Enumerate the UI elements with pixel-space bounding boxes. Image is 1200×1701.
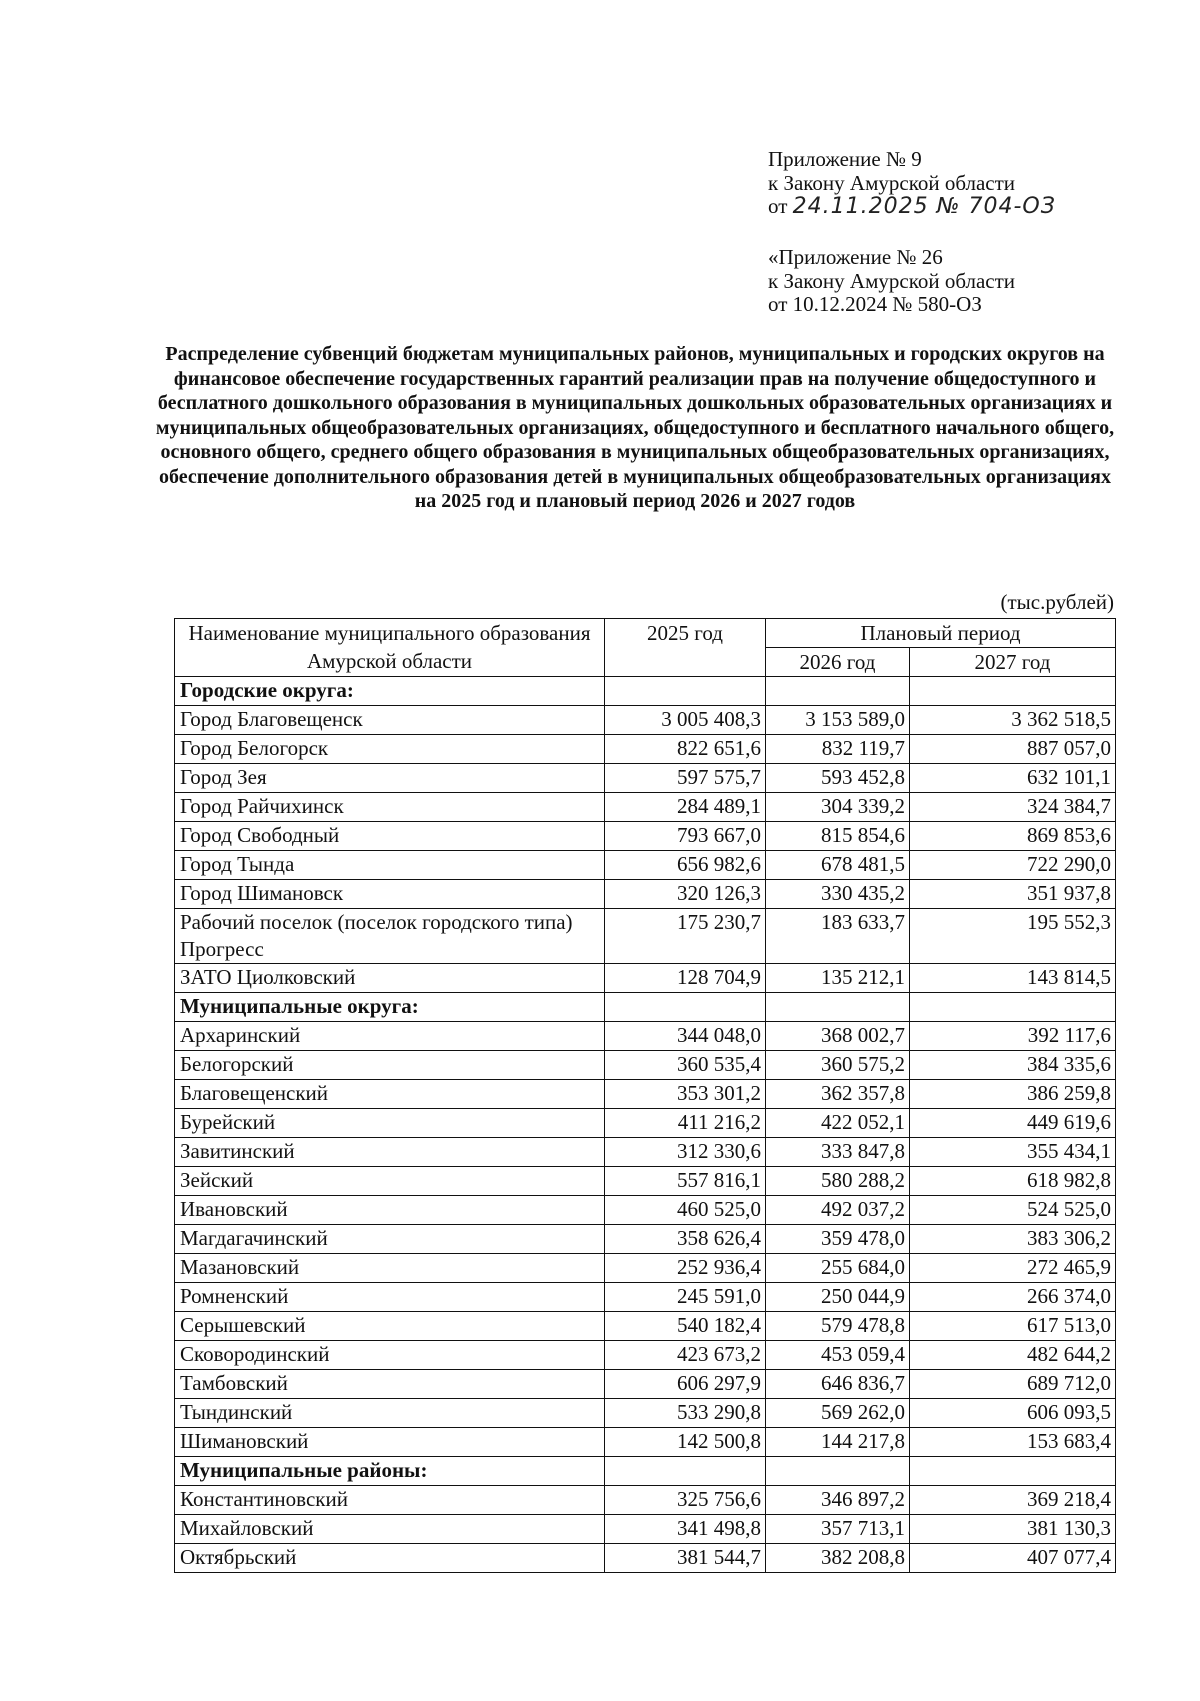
section-label: Муниципальные округа:: [175, 993, 605, 1022]
value-2025: 606 297,9: [605, 1370, 766, 1399]
table-row: [175, 851, 1116, 880]
appendix-law: к Закону Амурской области: [768, 170, 1016, 195]
header-2026: 2026 год: [766, 648, 910, 677]
base-appendix-number: «Приложение № 26: [768, 245, 943, 269]
municipality-name: Город Зея: [175, 764, 605, 793]
table-row: [175, 1225, 1116, 1254]
value-2025: 822 651,6: [605, 735, 766, 764]
value-2027: 632 101,1: [910, 764, 1116, 793]
value-2025: 3 005 408,3: [605, 706, 766, 735]
municipality-name: Бурейский: [175, 1109, 605, 1138]
municipality-name: Магдагачинский: [175, 1225, 605, 1254]
value-2027: 3 362 518,5: [910, 706, 1116, 735]
value-2025: 557 816,1: [605, 1167, 766, 1196]
value-2026: 250 044,9: [766, 1283, 910, 1312]
municipality-name: Михайловский: [175, 1515, 605, 1544]
empty-cell: [605, 993, 766, 1022]
value-2027: 355 434,1: [910, 1138, 1116, 1167]
value-2026: 255 684,0: [766, 1254, 910, 1283]
value-2027: 272 465,9: [910, 1254, 1116, 1283]
value-2025: 312 330,6: [605, 1138, 766, 1167]
table-row: [175, 1312, 1116, 1341]
value-2026: 382 208,8: [766, 1544, 910, 1573]
value-2025: 142 500,8: [605, 1428, 766, 1457]
header-2025: 2025 год: [605, 619, 766, 677]
municipality-name: Завитинский: [175, 1138, 605, 1167]
table-row: [175, 1341, 1116, 1370]
appendix-header: [768, 148, 1056, 219]
value-2027: 887 057,0: [910, 735, 1116, 764]
value-2025: 341 498,8: [605, 1515, 766, 1544]
header-planned-period: Плановый период: [766, 619, 1116, 648]
value-2026: 362 357,8: [766, 1080, 910, 1109]
value-2027: 482 644,2: [910, 1341, 1116, 1370]
section-row: [175, 993, 1116, 1022]
municipality-name: Благовещенский: [175, 1080, 605, 1109]
municipality-name: Ромненский: [175, 1283, 605, 1312]
value-2027: 381 130,3: [910, 1515, 1116, 1544]
table-row: [175, 735, 1116, 764]
municipality-name: Сковородинский: [175, 1341, 605, 1370]
value-2026: 346 897,2: [766, 1486, 910, 1515]
value-2027: 606 093,5: [910, 1399, 1116, 1428]
base-appendix-header: [768, 246, 1015, 317]
municipality-name: Октябрьский: [175, 1544, 605, 1573]
value-2027: 386 259,8: [910, 1080, 1116, 1109]
value-2026: 593 452,8: [766, 764, 910, 793]
value-2025: 656 982,6: [605, 851, 766, 880]
value-2027: 384 335,6: [910, 1051, 1116, 1080]
value-2026: 569 262,0: [766, 1399, 910, 1428]
value-2027: 266 374,0: [910, 1283, 1116, 1312]
value-2026: 815 854,6: [766, 822, 910, 851]
value-2025: 793 667,0: [605, 822, 766, 851]
value-2025: 245 591,0: [605, 1283, 766, 1312]
table-row: [175, 1515, 1116, 1544]
table-row: [175, 1051, 1116, 1080]
municipality-name: Город Тында: [175, 851, 605, 880]
value-2025: 325 756,6: [605, 1486, 766, 1515]
base-appendix-date: от 10.12.2024 № 580-ОЗ: [768, 292, 982, 316]
value-2025: 597 575,7: [605, 764, 766, 793]
subsidy-table: [174, 618, 1116, 1573]
municipality-name: Город Белогорск: [175, 735, 605, 764]
value-2025: 284 489,1: [605, 793, 766, 822]
municipality-name: Ивановский: [175, 1196, 605, 1225]
table-row: [175, 793, 1116, 822]
table-row: [175, 822, 1116, 851]
value-2026: 832 119,7: [766, 735, 910, 764]
value-2026: 183 633,7: [766, 909, 910, 964]
municipality-name: Серышевский: [175, 1312, 605, 1341]
table-row: [175, 1428, 1116, 1457]
table-row: [175, 880, 1116, 909]
empty-cell: [910, 993, 1116, 1022]
value-2027: 407 077,4: [910, 1544, 1116, 1573]
value-2025: 540 182,4: [605, 1312, 766, 1341]
municipality-name: Зейский: [175, 1167, 605, 1196]
value-2027: 143 814,5: [910, 964, 1116, 993]
table-row: [175, 1022, 1116, 1051]
document-title: Распределение субвенций бюджетам муниципальных районов, муниципальных и городских округов на финансовое обеспечение государственных гарантий реализации прав на получение общедоступного и бесплатного дошкольного образования в муниципальных дошкольных образовательных организациях и муниципальных общеобразовательных организациях, общедоступного и бесплатного начального общего, основного общего, среднего общего образования в муниципальных общеобразовательных организациях, обеспечение дополнительного образования детей в муниципальных общеобразовательных организациях на 2025 год и плановый период 2026 и 2027 годов: [155, 343, 1115, 512]
value-2027: 383 306,2: [910, 1225, 1116, 1254]
value-2026: 580 288,2: [766, 1167, 910, 1196]
appendix-date-prefix: от: [768, 194, 788, 218]
table-row: [175, 1399, 1116, 1428]
table-row: [175, 706, 1116, 735]
section-row: [175, 677, 1116, 706]
value-2026: 135 212,1: [766, 964, 910, 993]
section-label: Городские округа:: [175, 677, 605, 706]
value-2027: 689 712,0: [910, 1370, 1116, 1399]
section-label: Муниципальные районы:: [175, 1457, 605, 1486]
value-2026: 304 339,2: [766, 793, 910, 822]
appendix-date-line: [768, 195, 1056, 219]
value-2026: 360 575,2: [766, 1051, 910, 1080]
base-appendix-law: к Закону Амурской области: [768, 268, 1016, 293]
municipality-name: Шимановский: [175, 1428, 605, 1457]
value-2027: 324 384,7: [910, 793, 1116, 822]
table-row: [175, 764, 1116, 793]
value-2027: 449 619,6: [910, 1109, 1116, 1138]
value-2026: 579 478,8: [766, 1312, 910, 1341]
table-row: [175, 964, 1116, 993]
value-2025: 128 704,9: [605, 964, 766, 993]
table-row: [175, 1283, 1116, 1312]
municipality-name: Город Свободный: [175, 822, 605, 851]
municipality-name: Город Шимановск: [175, 880, 605, 909]
value-2025: 360 535,4: [605, 1051, 766, 1080]
empty-cell: [605, 1457, 766, 1486]
empty-cell: [910, 1457, 1116, 1486]
empty-cell: [605, 677, 766, 706]
table-row: [175, 1544, 1116, 1573]
value-2026: 359 478,0: [766, 1225, 910, 1254]
empty-cell: [766, 993, 910, 1022]
value-2025: 533 290,8: [605, 1399, 766, 1428]
section-row: [175, 1457, 1116, 1486]
value-2025: 344 048,0: [605, 1022, 766, 1051]
value-2026: 368 002,7: [766, 1022, 910, 1051]
table-row: [175, 909, 1116, 964]
table-row: [175, 1254, 1116, 1283]
value-2025: 175 230,7: [605, 909, 766, 964]
value-2026: 678 481,5: [766, 851, 910, 880]
value-2027: 617 513,0: [910, 1312, 1116, 1341]
table-row: [175, 1370, 1116, 1399]
value-2027: 524 525,0: [910, 1196, 1116, 1225]
value-2027: 392 117,6: [910, 1022, 1116, 1051]
value-2025: 411 216,2: [605, 1109, 766, 1138]
municipality-name: Мазановский: [175, 1254, 605, 1283]
value-2026: 492 037,2: [766, 1196, 910, 1225]
value-2027: 351 937,8: [910, 880, 1116, 909]
table-row: [175, 1486, 1116, 1515]
header-name: Наименование муниципального образования Амурской области: [175, 619, 605, 677]
value-2027: 369 218,4: [910, 1486, 1116, 1515]
empty-cell: [766, 1457, 910, 1486]
empty-cell: [910, 677, 1116, 706]
municipality-name: Рабочий поселок (поселок городского типа) Прогресс: [175, 909, 605, 964]
municipality-name: Архаринский: [175, 1022, 605, 1051]
value-2027: 195 552,3: [910, 909, 1116, 964]
municipality-name: Тындинский: [175, 1399, 605, 1428]
value-2025: 460 525,0: [605, 1196, 766, 1225]
empty-cell: [766, 677, 910, 706]
value-2026: 144 217,8: [766, 1428, 910, 1457]
value-2027: 153 683,4: [910, 1428, 1116, 1457]
value-2027: 722 290,0: [910, 851, 1116, 880]
municipality-name: Тамбовский: [175, 1370, 605, 1399]
value-2025: 358 626,4: [605, 1225, 766, 1254]
value-2026: 422 052,1: [766, 1109, 910, 1138]
municipality-name: Город Райчихинск: [175, 793, 605, 822]
units-label: (тыс.рублей): [1000, 590, 1114, 614]
value-2025: 320 126,3: [605, 880, 766, 909]
table-row: [175, 1109, 1116, 1138]
value-2026: 453 059,4: [766, 1341, 910, 1370]
table-row: [175, 1167, 1116, 1196]
value-2025: 381 544,7: [605, 1544, 766, 1573]
value-2026: 646 836,7: [766, 1370, 910, 1399]
value-2026: 3 153 589,0: [766, 706, 910, 735]
appendix-number: Приложение № 9: [768, 147, 922, 171]
value-2026: 357 713,1: [766, 1515, 910, 1544]
value-2025: 252 936,4: [605, 1254, 766, 1283]
municipality-name: Город Благовещенск: [175, 706, 605, 735]
handwritten-date-number: 24.11.2025 № 704-ОЗ: [792, 194, 1056, 219]
table-row: [175, 1138, 1116, 1167]
table-row: [175, 1196, 1116, 1225]
municipality-name: Константиновский: [175, 1486, 605, 1515]
value-2027: 869 853,6: [910, 822, 1116, 851]
value-2026: 333 847,8: [766, 1138, 910, 1167]
table-row: [175, 1080, 1116, 1109]
municipality-name: Белогорский: [175, 1051, 605, 1080]
value-2025: 423 673,2: [605, 1341, 766, 1370]
municipality-name: ЗАТО Циолковский: [175, 964, 605, 993]
header-2027: 2027 год: [910, 648, 1116, 677]
value-2026: 330 435,2: [766, 880, 910, 909]
value-2027: 618 982,8: [910, 1167, 1116, 1196]
value-2025: 353 301,2: [605, 1080, 766, 1109]
